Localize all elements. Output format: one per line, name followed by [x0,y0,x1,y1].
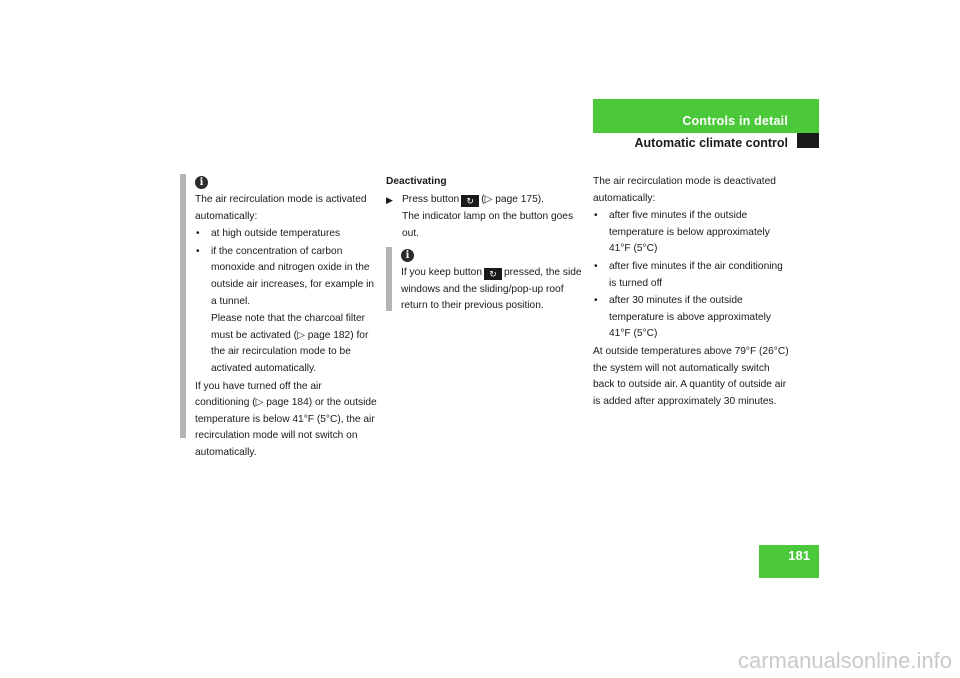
air-conditioning-note: If you have turned off the air conditioning (▷ page 184) or the outside temperature is below 41°F (5°C), the air recirculation mode will not switch on automatically. [195,380,377,458]
deactivation-intro: The air recirculation mode is deactivated automatically: [593,176,776,204]
subsection-title: Automatic climate control [634,136,788,150]
info-icon: i [401,249,414,262]
keep-pressed-text: If you keep button ↻ pressed, the side windows and the sliding/pop-up roof return to their previous position. [401,267,582,312]
list-item: • at high outside temperatures [196,228,341,240]
list-item: • after five minutes if the air conditioning is turned off [594,260,783,289]
arrow-right-icon: ▶ [386,194,393,205]
outside-temperature-note: At outside temperatures above 79°F (26°C) the system will not automatically switch back to outside air. A quantity of outside air is added after approximately 30 minutes. [593,345,789,407]
page-number: 181 [788,548,810,563]
list-item: • after 30 minutes if the outside temperature is above approximately 41°F (5°C) [594,295,771,340]
recirculation-button-icon: ↻ [484,268,502,280]
info-note-keep-pressed [401,249,583,316]
list-item: • if the concentration of carbon monoxide and nitrogen oxide in the outside air increases, for example in a tunnel. [196,245,375,307]
info-intro: The air recirculation mode is activated automatically: [195,194,367,222]
deactivate-result: The indicator lamp on the button goes out. [402,211,574,239]
recirculation-button-icon: ↻ [461,195,479,207]
info-bar-left [180,174,186,438]
section-title: Controls in detail [682,114,788,128]
deactivation-conditions-section [593,174,793,411]
info-bar-middle [386,247,392,311]
info-note-recirculation-activation [195,176,377,463]
deactivate-step: ▶ Press button ↻ (▷ page 175). [386,192,582,209]
deactivation-conditions-list [593,208,793,343]
activation-conditions-list [195,226,377,310]
deactivating-section [386,174,582,243]
header-black-tab [797,133,819,148]
deactivating-heading: Deactivating [386,176,447,187]
info-icon: i [195,176,208,189]
list-item: • after five minutes if the outside temperature is below approximately 41°F (5°C) [594,210,770,255]
charcoal-filter-note: Please note that the charcoal filter must be activated (▷ page 182) for the air recirculation mode to be activated automatically. [211,313,369,374]
watermark: carmanualsonline.info [737,648,952,673]
